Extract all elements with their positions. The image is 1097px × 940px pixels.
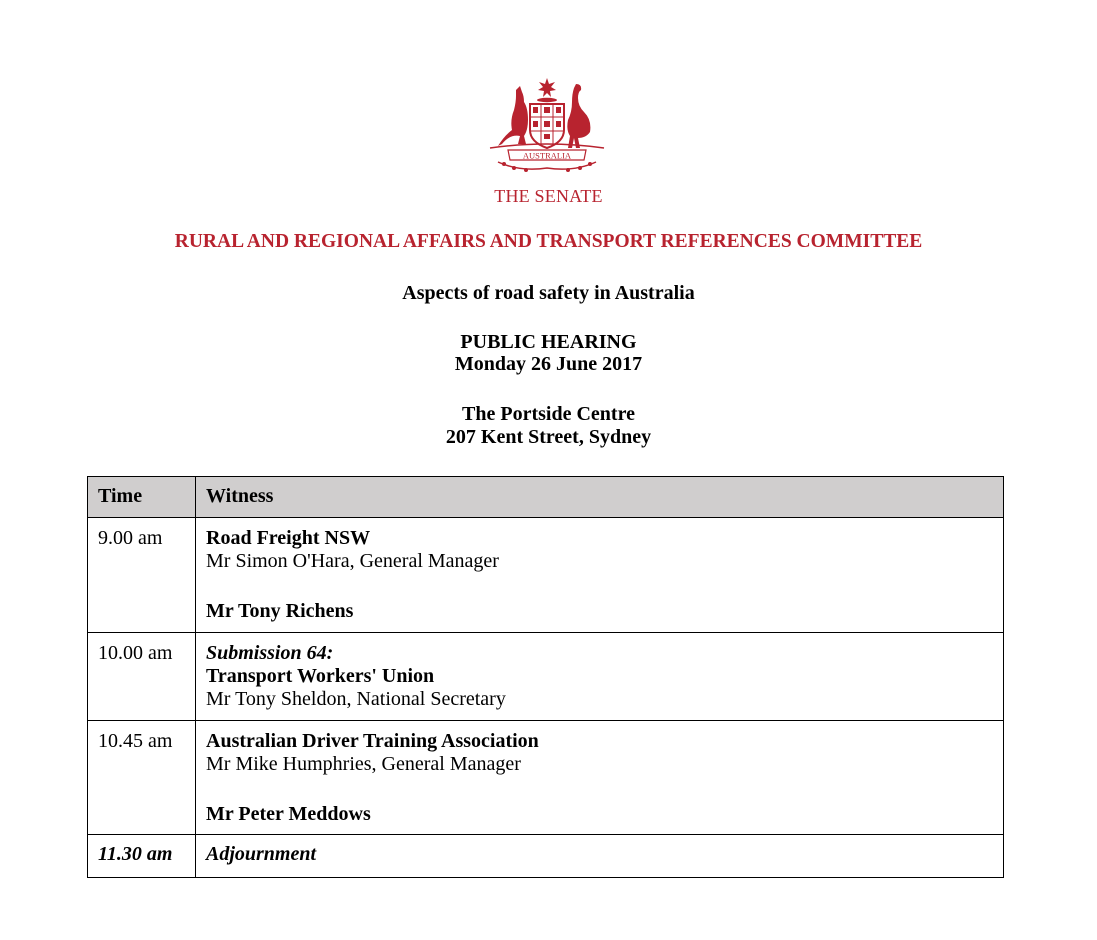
- witness-person: Mr Tony Sheldon, National Secretary: [206, 688, 506, 710]
- hearing-date: Monday 26 June 2017: [454, 353, 643, 375]
- chamber-name: THE SENATE: [494, 186, 603, 206]
- table-row: [88, 518, 1004, 633]
- witness-person: Mr Simon O'Hara, General Manager: [206, 550, 499, 572]
- table-header-row: [88, 477, 1004, 518]
- time-cell: 10.00 am: [88, 633, 196, 721]
- witness-person: Mr Mike Humphries, General Manager: [206, 753, 521, 775]
- hearing-type: PUBLIC HEARING: [460, 331, 637, 353]
- venue-address: 207 Kent Street, Sydney: [445, 426, 652, 448]
- time-cell: 11.30 am: [88, 835, 196, 878]
- svg-text:AUSTRALIA: AUSTRALIA: [522, 150, 572, 161]
- witness-organisation: Road Freight NSW: [206, 527, 371, 549]
- time-cell: 10.45 am: [88, 721, 196, 835]
- submission-reference: Submission 64:: [206, 642, 334, 664]
- witness-cell: [196, 721, 1004, 835]
- column-header-witness: Witness: [196, 477, 1004, 518]
- time-cell: 9.00 am: [88, 518, 196, 633]
- inquiry-title: Aspects of road safety in Australia: [402, 282, 695, 304]
- australian-coat-of-arms-icon: [480, 76, 614, 176]
- adjournment-cell: Adjournment: [196, 835, 1004, 878]
- committee-name: RURAL AND REGIONAL AFFAIRS AND TRANSPORT REFERENCES COMMITTEE: [174, 231, 923, 252]
- spacer: [206, 776, 1003, 803]
- venue-name: The Portside Centre: [462, 403, 635, 425]
- witness-cell: [196, 518, 1004, 633]
- witness-organisation: Australian Driver Training Association: [206, 730, 539, 752]
- table-row: [88, 721, 1004, 835]
- witness-cell: [196, 633, 1004, 721]
- column-header-time: Time: [88, 477, 196, 518]
- witness-individual: Mr Peter Meddows: [206, 803, 371, 825]
- spacer: [206, 573, 1003, 600]
- table-row: [88, 633, 1004, 721]
- table-row: [88, 835, 1004, 878]
- hearing-schedule-table: [87, 476, 1004, 878]
- witness-individual: Mr Tony Richens: [206, 600, 354, 622]
- witness-organisation: Transport Workers' Union: [206, 665, 435, 687]
